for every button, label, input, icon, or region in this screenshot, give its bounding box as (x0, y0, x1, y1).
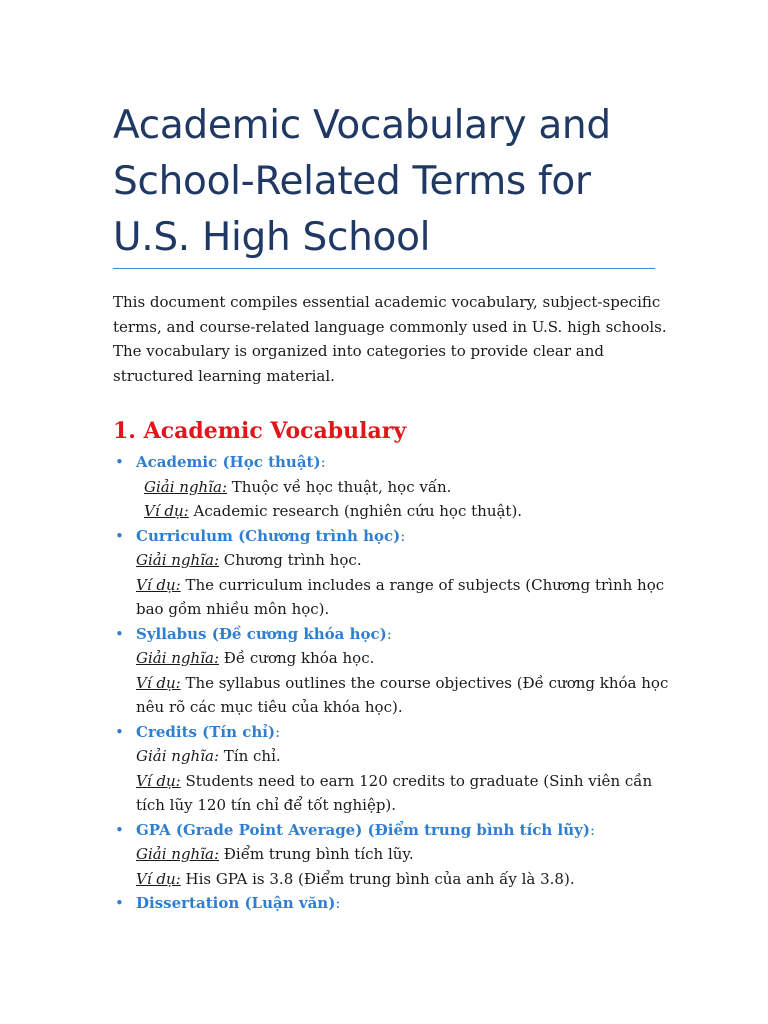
term-meaning (113, 548, 673, 573)
example-text: The syllabus outlines the course objectives (Đề cương khóa học nêu rõ các mục tiêu của khóa học). (136, 673, 669, 716)
term-item (113, 622, 673, 720)
example-label: Ví dụ: (136, 673, 181, 692)
intro-paragraph: This document compiles essential academic vocabulary, subject-specific terms, and course-related language commonly used in U.S. high schools. The vocabulary is organized into categories to provide clear and structured learning material. (113, 293, 667, 385)
meaning-label: Giải nghĩa: (136, 649, 220, 667)
term-colon: : (335, 894, 341, 912)
term-example (113, 769, 673, 818)
meaning-label: Giải nghĩa: (136, 747, 220, 765)
section-heading: 1. Academic Vocabulary (113, 418, 407, 444)
example-text: His GPA is 3.8 (Điểm trung bình của anh ấy là 3.8). (180, 869, 575, 888)
meaning-text: Đề cương khóa học. (219, 649, 375, 667)
term-meaning (113, 475, 673, 500)
meaning-text: Tín chỉ. (219, 747, 281, 765)
term-meaning (113, 744, 673, 769)
term-item (113, 450, 673, 524)
term-name: Academic (Học thuật) (136, 453, 321, 471)
bullet-icon: • (115, 820, 124, 839)
example-label: Ví dụ: (136, 771, 181, 790)
meaning-text: Chương trình học. (219, 551, 362, 569)
term-name: GPA (Grade Point Average) (Điểm trung bình tích lũy) (136, 820, 590, 839)
term-item (113, 720, 673, 818)
term-name: Credits (Tín chỉ) (136, 722, 276, 741)
term-meaning (113, 646, 673, 671)
example-label: Ví dụ: (136, 575, 181, 594)
term-list (113, 450, 673, 916)
term-name: Curriculum (Chương trình học) (136, 526, 401, 545)
term-meaning (113, 842, 673, 867)
example-label: Ví dụ: (144, 502, 189, 520)
term-colon: : (589, 820, 596, 839)
meaning-text: Điểm trung bình tích lũy. (219, 845, 414, 863)
example-label: Ví dụ: (136, 869, 181, 888)
bullet-icon: • (115, 453, 124, 471)
bullet-icon: • (115, 722, 124, 741)
meaning-label: Giải nghĩa: (136, 845, 220, 863)
title-divider (113, 268, 655, 269)
term-example (113, 671, 673, 720)
term-item (113, 524, 673, 622)
term-colon: : (320, 453, 326, 471)
term-example (113, 499, 673, 524)
meaning-text: Thuộc về học thuật, học vấn. (227, 477, 452, 496)
term-example (113, 867, 673, 892)
term-colon: : (400, 526, 406, 545)
example-text: The curriculum includes a range of subjects (Chương trình học bao gồm nhiều môn học). (136, 575, 665, 618)
example-text: Academic research (nghiên cứu học thuật). (188, 502, 523, 520)
meaning-label: Giải nghĩa: (136, 551, 220, 569)
term-item (113, 818, 673, 892)
bullet-icon: • (115, 894, 124, 912)
bullet-icon: • (115, 624, 124, 643)
term-name: Syllabus (Đề cương khóa học) (136, 624, 387, 643)
term-colon: : (386, 624, 392, 643)
term-item (113, 891, 673, 916)
bullet-icon: • (115, 526, 124, 545)
term-name: Dissertation (Luận văn) (136, 894, 336, 912)
meaning-label: Giải nghĩa: (144, 477, 228, 496)
term-colon: : (275, 722, 281, 741)
document-title: Academic Vocabulary and School-Related Terms for U.S. High School (113, 103, 611, 260)
term-example (113, 573, 673, 622)
example-text: Students need to earn 120 credits to graduate (Sinh viên cần tích lũy 120 tín chỉ để tốt nghiệp). (136, 771, 653, 814)
